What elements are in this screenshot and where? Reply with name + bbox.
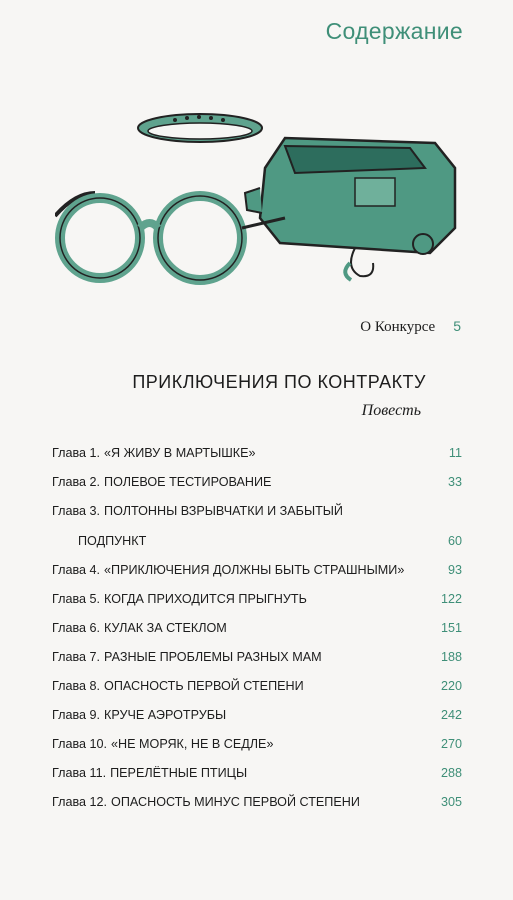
chapter-label: Глава 9. bbox=[52, 708, 101, 722]
toc-entry[interactable] bbox=[52, 789, 462, 818]
chapter-title: КРУЧЕ АЭРОТРУБЫ bbox=[104, 708, 227, 722]
chapter-label: Глава 5. bbox=[52, 592, 101, 606]
chapter-label: Глава 11. bbox=[52, 766, 107, 780]
chapter-label: Глава 7. bbox=[52, 650, 101, 664]
gadget-icon bbox=[245, 138, 455, 280]
toc-entry[interactable] bbox=[52, 673, 462, 702]
chapter-page-number: 60 bbox=[447, 534, 462, 548]
chapter-page-number: 33 bbox=[447, 475, 462, 489]
page-heading: Содержание bbox=[325, 18, 463, 44]
chapter-label: Глава 8. bbox=[52, 679, 101, 693]
story-title: ПРИКЛЮЧЕНИЯ ПО КОНТРАКТУ bbox=[132, 372, 426, 392]
chapter-label: Глава 12. bbox=[52, 795, 108, 809]
chapter-label: Глава 6. bbox=[52, 621, 101, 635]
toc-entry[interactable] bbox=[52, 498, 462, 557]
chapter-page-number: 122 bbox=[440, 592, 462, 606]
table-of-contents bbox=[52, 440, 462, 818]
chapter-title: ОПАСНОСТЬ ПЕРВОЙ СТЕПЕНИ bbox=[104, 679, 304, 693]
chapter-title: «НЕ МОРЯК, НЕ В СЕДЛЕ» bbox=[111, 737, 274, 751]
chapter-page-number: 220 bbox=[440, 679, 462, 693]
toc-entry[interactable] bbox=[52, 760, 462, 789]
chapter-page-number: 305 bbox=[440, 795, 462, 809]
chapter-title: ПОЛТОННЫ ВЗРЫВЧАТКИ И ЗАБЫТЫЙ bbox=[104, 504, 343, 518]
toc-entry[interactable] bbox=[52, 557, 462, 586]
toc-entry[interactable] bbox=[52, 586, 462, 615]
toc-entry[interactable] bbox=[52, 702, 462, 731]
chapter-title: ПЕРЕЛЁТНЫЕ ПТИЦЫ bbox=[110, 766, 248, 780]
chapter-title: ПОЛЕВОЕ ТЕСТИРОВАНИЕ bbox=[104, 475, 272, 489]
intro-title: О Конкурсе bbox=[360, 319, 436, 335]
intro-page-number: 5 bbox=[453, 318, 461, 334]
bracelet-icon bbox=[138, 114, 262, 142]
chapter-page-number: 93 bbox=[447, 563, 462, 577]
toc-entry[interactable] bbox=[52, 440, 462, 469]
chapter-label: Глава 4. bbox=[52, 563, 101, 577]
story-subtitle: Повесть bbox=[361, 402, 421, 419]
chapter-page-number: 288 bbox=[440, 766, 462, 780]
chapter-label: Глава 3. bbox=[52, 504, 101, 518]
toc-entry[interactable] bbox=[52, 469, 462, 498]
toc-entry[interactable] bbox=[52, 731, 462, 760]
chapter-label: Глава 10. bbox=[52, 737, 108, 751]
chapter-page-number: 11 bbox=[448, 446, 462, 460]
chapter-title: КУЛАК ЗА СТЕКЛОМ bbox=[104, 621, 227, 635]
intro-entry[interactable] bbox=[360, 318, 461, 336]
chapter-title: ОПАСНОСТЬ МИНУС ПЕРВОЙ СТЕПЕНИ bbox=[111, 795, 360, 809]
chapter-title-continued: ПОДПУНКТ bbox=[78, 534, 147, 548]
chapter-label: Глава 2. bbox=[52, 475, 101, 489]
chapter-label: Глава 1. bbox=[52, 446, 101, 460]
chapter-title: РАЗНЫЕ ПРОБЛЕМЫ РАЗНЫХ МАМ bbox=[104, 650, 322, 664]
illustration bbox=[55, 98, 475, 298]
chapter-title: КОГДА ПРИХОДИТСЯ ПРЫГНУТЬ bbox=[104, 592, 307, 606]
chapter-title: «Я ЖИВУ В МАРТЫШКЕ» bbox=[104, 446, 256, 460]
chapter-page-number: 270 bbox=[440, 737, 462, 751]
chapter-page-number: 242 bbox=[440, 708, 462, 722]
chapter-title: «ПРИКЛЮЧЕНИЯ ДОЛЖНЫ БЫТЬ СТРАШНЫМИ» bbox=[104, 563, 405, 577]
chapter-page-number: 151 bbox=[440, 621, 462, 635]
chapter-page-number: 188 bbox=[440, 650, 462, 664]
toc-entry[interactable] bbox=[52, 644, 462, 673]
toc-entry[interactable] bbox=[52, 615, 462, 644]
